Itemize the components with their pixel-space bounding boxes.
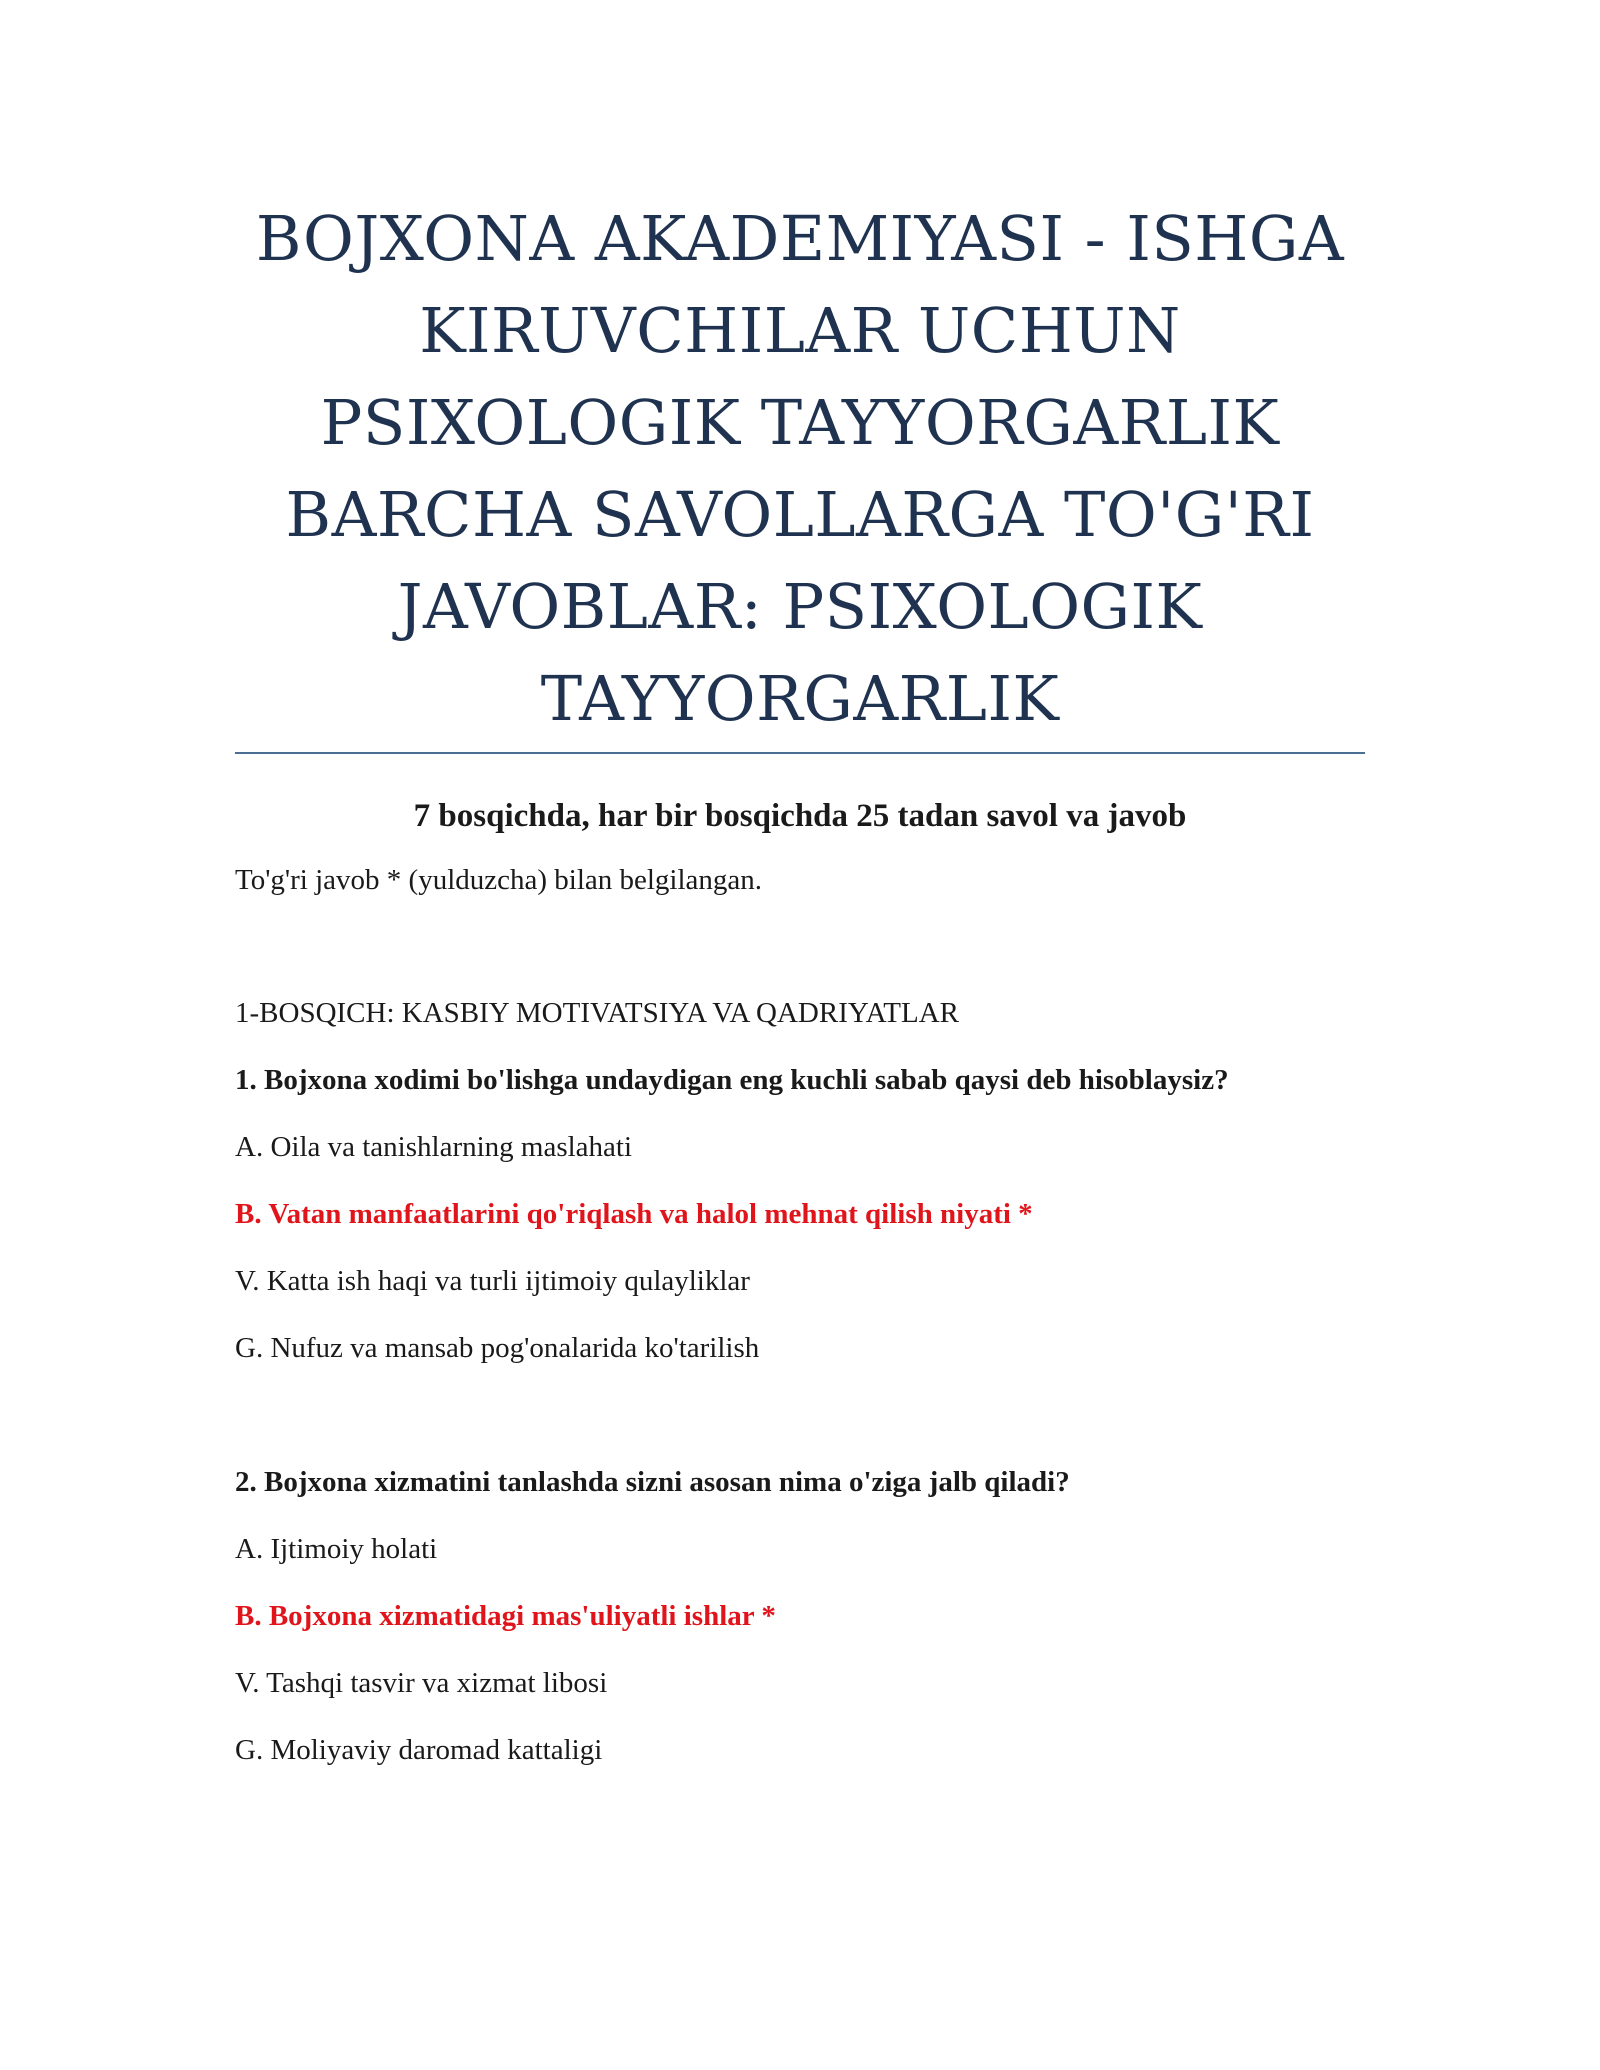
- section-heading: 1-BOSQICH: KASBIY MOTIVATSIYA VA QADRIYATLAR: [235, 997, 960, 1029]
- title-line: BOJXONA AKADEMIYASI - ISHGA: [255, 202, 1345, 275]
- question-2-option-v: V. Tashqi tasvir va xizmat libosi: [235, 1667, 608, 1699]
- document-title: [235, 193, 1365, 745]
- title-line: JAVOBLAR: PSIXOLOGIK: [397, 570, 1203, 643]
- question-2-option-g: G. Moliyaviy daromad kattaligi: [235, 1734, 603, 1766]
- question-1-text: 1. Bojxona xodimi bo'lishga undaydigan eng kuchli sabab qaysi deb hisoblaysiz?: [235, 1064, 1229, 1096]
- title-line: KIRUVCHILAR UCHUN: [419, 294, 1181, 367]
- question-1-option-b-correct: B. Vatan manfaatlarini qo'riqlash va halol mehnat qilish niyati *: [235, 1198, 1033, 1230]
- question-2-option-b-correct: B. Bojxona xizmatidagi mas'uliyatli ishlar *: [235, 1600, 776, 1632]
- title-line: PSIXOLOGIK TAYYORGARLIK: [320, 386, 1280, 459]
- question-1-option-a: A. Oila va tanishlarning maslahati: [235, 1131, 633, 1163]
- answer-key-note: To'g'ri javob * (yulduzcha) bilan belgilangan.: [235, 864, 763, 896]
- title-line: BARCHA SAVOLLARGA TO'G'RI: [285, 478, 1315, 551]
- title-divider: [235, 752, 1365, 754]
- document-subtitle: 7 bosqichda, har bir bosqichda 25 tadan savol va javob: [413, 798, 1187, 834]
- question-2-text: 2. Bojxona xizmatini tanlashda sizni asosan nima o'ziga jalb qiladi?: [235, 1466, 1070, 1498]
- question-1-option-g: G. Nufuz va mansab pog'onalarida ko'tarilish: [235, 1332, 760, 1364]
- title-line: TAYYORGARLIK: [540, 662, 1060, 735]
- question-2-option-a: A. Ijtimoiy holati: [235, 1533, 438, 1565]
- question-1-option-v: V. Katta ish haqi va turli ijtimoiy qulayliklar: [235, 1265, 750, 1297]
